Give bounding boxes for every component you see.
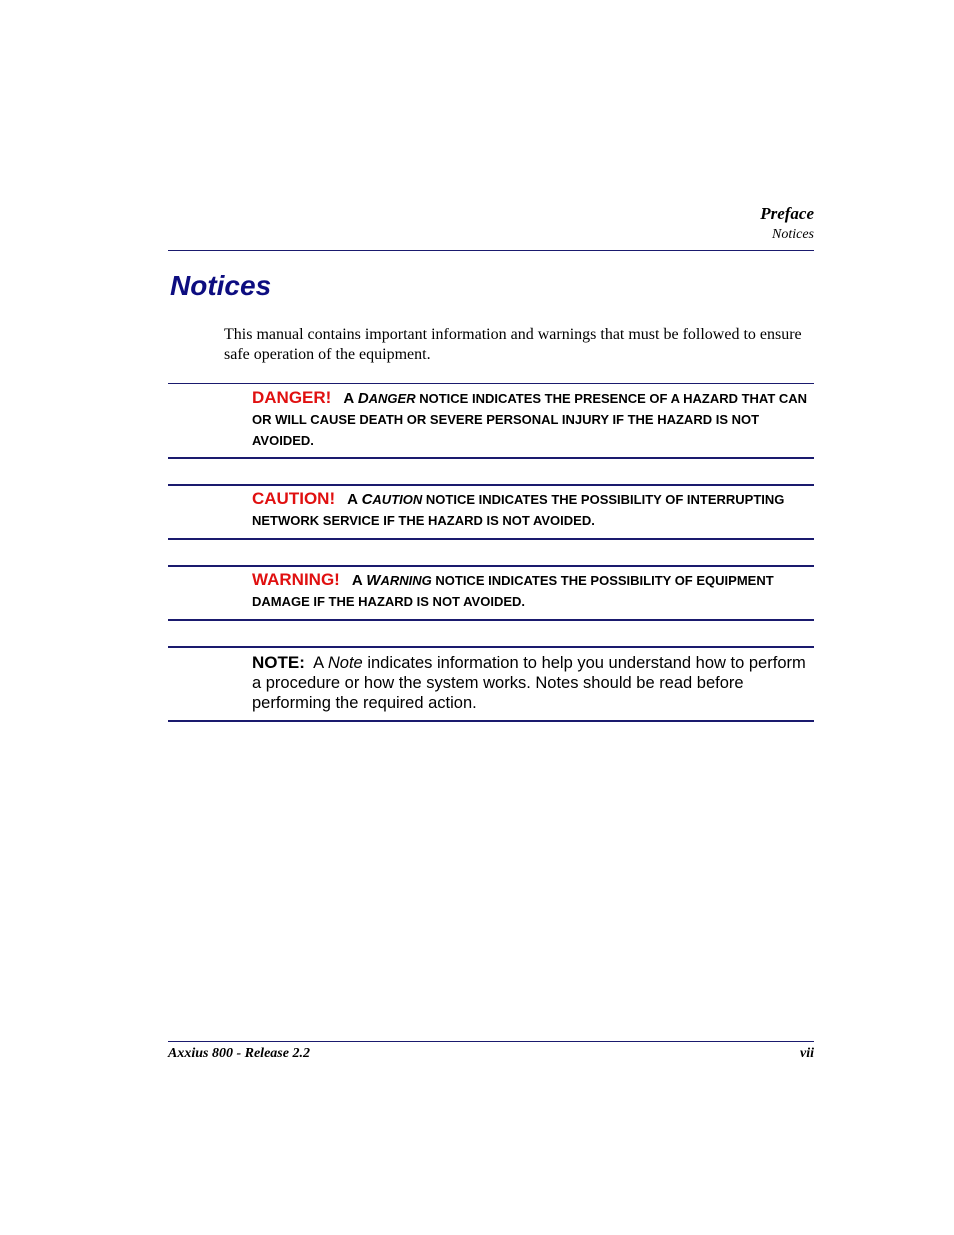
header-rule — [168, 250, 814, 251]
warning-term-initial: W — [366, 572, 381, 589]
page-title: Notices — [170, 270, 272, 301]
danger-text: NOTICE INDICATES THE PRESENCE OF A HAZARD THAT CAN OR WILL CAUSE DEATH OR SEVERE PERSONAL INJURY IF THE HAZARD IS NOT AVOIDED. — [252, 391, 808, 448]
warning-bottom-rule — [168, 619, 814, 621]
footer-rule — [168, 1041, 814, 1042]
caution-term-rest: AUTION — [372, 492, 423, 507]
note-top-rule — [168, 646, 814, 648]
caution-label: CAUTION! — [252, 489, 336, 508]
warning-text: NOTICE INDICATES THE POSSIBILITY OF EQUIPMENT DAMAGE IF THE HAZARD IS NOT AVOIDED. — [252, 573, 774, 609]
warning-label: WARNING! — [252, 570, 340, 589]
danger-label: DANGER! — [252, 388, 332, 407]
running-head — [168, 203, 814, 245]
footer-product: Axxius 800 - Release 2.2 — [168, 1046, 310, 1061]
intro-paragraph: This manual contains important information and warnings that must be followed to ensure safe operation of the equipment. — [224, 326, 802, 363]
warning-article: A — [351, 572, 363, 589]
note-term: Note — [327, 654, 363, 672]
caution-top-rule — [168, 484, 814, 486]
note-text: indicates information to help you understand how to perform a procedure or how the system works. Notes should be read before performing the required action. — [252, 654, 806, 712]
chapter-title: Preface — [760, 204, 814, 223]
caution-bottom-rule — [168, 538, 814, 540]
caution-article: A — [347, 491, 358, 508]
danger-bottom-rule — [168, 457, 814, 459]
note-notice — [252, 653, 814, 713]
danger-term-initial: D — [357, 390, 369, 407]
caution-notice — [252, 489, 814, 531]
note-bottom-rule — [168, 720, 814, 722]
section-title: Notices — [772, 227, 814, 242]
caution-text: NOTICE INDICATES THE POSSIBILITY OF INTERRUPTING NETWORK SERVICE IF THE HAZARD IS NOT AVOIDED. — [252, 492, 785, 528]
note-article: A — [313, 654, 324, 672]
page-number: vii — [800, 1046, 814, 1061]
danger-term-rest: ANGER — [368, 391, 416, 406]
danger-top-rule — [168, 383, 814, 384]
warning-top-rule — [168, 565, 814, 567]
note-label: NOTE: — [252, 653, 305, 672]
danger-article: A — [343, 390, 355, 407]
caution-term-initial: C — [361, 491, 373, 508]
danger-notice — [252, 388, 814, 451]
warning-notice — [252, 570, 814, 612]
warning-term-rest: ARNING — [380, 573, 432, 588]
